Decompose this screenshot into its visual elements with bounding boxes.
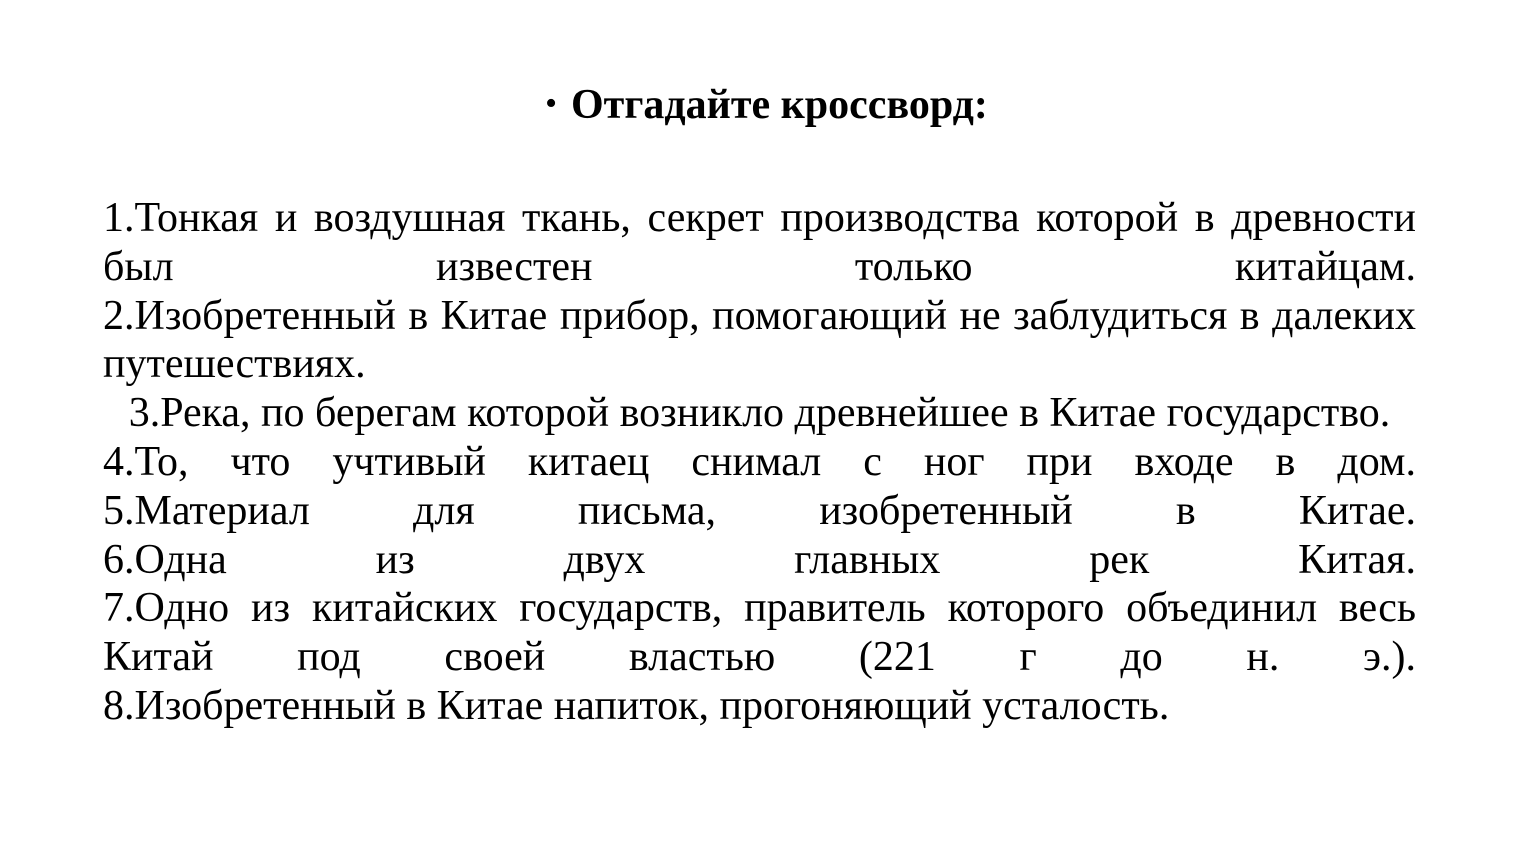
title-text: Отгадайте кроссворд: <box>571 82 988 128</box>
clue-6: 6.Одна из двух главных рек Китая. <box>103 536 1416 583</box>
clue-4: 4.То, что учтивый китаец снимал с ног при входе в дом. <box>103 438 1416 485</box>
clue-5: 5.Материал для письма, изобретенный в Китае. <box>103 487 1416 534</box>
clue-3: 3.Река, по берегам которой возникло древнейшее в Китае государство. <box>128 390 1391 437</box>
clue-1: 1.Тонкая и воздушная ткань, секрет производства которой в древности был известен только китайцам. <box>103 195 1416 290</box>
clue-8: 8.Изобретенный в Китае напиток, прогоняющий усталость. <box>103 682 1170 729</box>
crossword-clues <box>103 194 1416 731</box>
clue-2: 2.Изобретенный в Китае прибор, помогающий не заблудиться в далеких путешествиях. <box>103 292 1416 388</box>
slide-title <box>0 76 1533 133</box>
bullet-icon: • <box>545 85 558 122</box>
clue-7: 7.Одно из китайских государств, правитель которого объединил весь Китай под своей властью (221 г до н. э.). <box>103 585 1416 681</box>
